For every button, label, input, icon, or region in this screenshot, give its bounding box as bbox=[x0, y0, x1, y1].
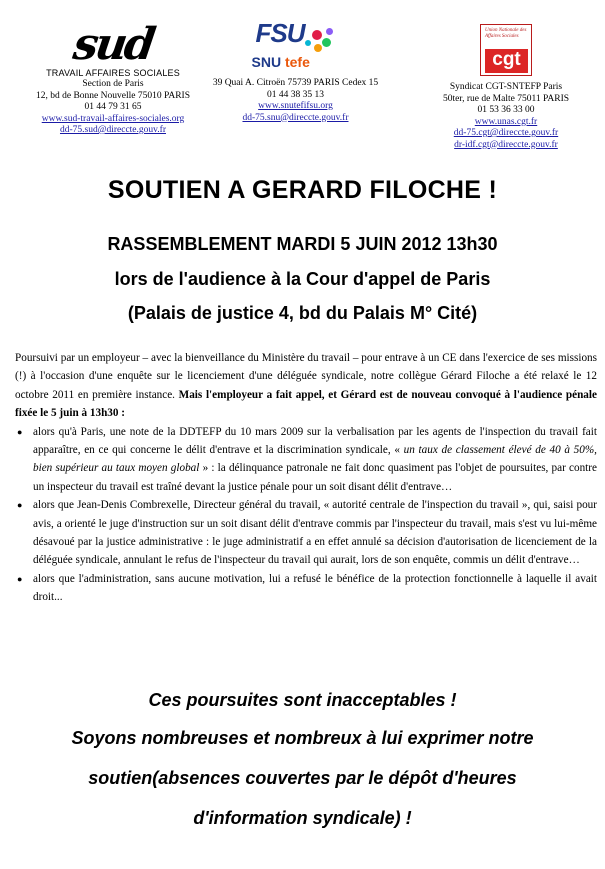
event-venue-line: lors de l'audience à la Cour d'appel de Paris bbox=[114, 269, 491, 289]
closing-line: d'information syndicale) ! bbox=[193, 808, 412, 828]
bullet-text: alors que l'administration, sans aucune motivation, lui a refusé le bénéfice de la protection fonctionnelle à laquelle il avait droit... bbox=[33, 572, 597, 604]
snu-logo-text bbox=[251, 54, 310, 70]
sud-email-link[interactable]: dd-75.sud@direccte.gouv.fr bbox=[59, 125, 166, 135]
page-title: SOUTIEN A GERARD FILOCHE ! bbox=[107, 176, 498, 204]
cgt-phone: 01 53 36 33 00 bbox=[477, 105, 535, 115]
cgt-email-link[interactable]: dd-75.cgt@direccte.gouv.fr bbox=[453, 128, 559, 138]
fsu-logo bbox=[250, 18, 342, 74]
list-item bbox=[15, 496, 597, 570]
cgt-union-header bbox=[408, 24, 604, 151]
sud-phone: 01 44 79 31 65 bbox=[84, 102, 142, 112]
fsu-website-link[interactable]: www.snutefifsu.org bbox=[258, 101, 333, 111]
body-text bbox=[15, 349, 597, 607]
sud-section: Section de Paris bbox=[82, 79, 144, 89]
cgt-logo-text: cgt bbox=[485, 49, 528, 73]
closing-line: Ces poursuites sont inacceptables ! bbox=[148, 690, 457, 710]
cgt-region-email-link[interactable]: dr-idf.cgt@direccte.gouv.fr bbox=[454, 139, 558, 150]
bullet-text: alors que Jean-Denis Combrexelle, Directeur général du travail, « autorité centrale de l'inspection du travail », qui, saisi pour avis, a orienté le juge d'instruction sur un soit disant délit d'entrave commis par l'inspecteur du travail, mais s'est vu lui-même désavoué par la justice administrative : le juge administratif a en effet annulé sa décision d'autorisation de licenciement de la déléguée syndicale, annulant le refus de l'inspecteur du travail qui aurait, lors de son enquête, commis un délit d'entrave… bbox=[33, 499, 597, 567]
cgt-name: Syndicat CGT-SNTEFP Paris bbox=[449, 82, 563, 92]
event-address-line: (Palais de justice 4, bd du Palais M° Cité) bbox=[127, 303, 478, 323]
cgt-website-link[interactable]: www.unas.cgt.fr bbox=[474, 116, 538, 127]
bullet-quote: un taux de classement élevé de 40 à 50%, bien supérieur au taux moyen global bbox=[33, 444, 597, 475]
bullet-text: alors qu'à Paris, une note de la DDTEFP du 10 mars 2009 sur la verbalisation par les agents de l'inspection du travail fait apparaître, en ce qui concerne le délit d'entrave et la discrimination syndicale, « bbox=[33, 425, 597, 457]
fsu-logo-dot bbox=[305, 40, 311, 46]
fsu-logo-dot bbox=[312, 30, 322, 40]
snu-text: SNU bbox=[251, 54, 285, 70]
intro-paragraph bbox=[15, 349, 597, 423]
cgt-logo bbox=[480, 24, 532, 76]
fsu-logo-text: FSU bbox=[255, 18, 305, 48]
sud-address: 12, bd de Bonne Nouvelle 75010 PARIS bbox=[35, 90, 191, 101]
closing-line: soutien(absences couvertes par le dépôt d'heures bbox=[88, 768, 517, 788]
intro-bold-text: Mais l'employeur a fait appel, et Gérard est de nouveau convoqué à l'audience pénale fixée le 5 juin à 13h30 : bbox=[15, 388, 597, 420]
bullet-list bbox=[15, 423, 597, 607]
sud-name: TRAVAIL AFFAIRES SOCIALES bbox=[46, 68, 180, 78]
bullet-icon: ● bbox=[17, 573, 23, 584]
fsu-union-header bbox=[208, 18, 383, 124]
fsu-address: 39 Quai A. Citroën 75739 PARIS Cedex 15 bbox=[212, 78, 379, 88]
cgt-logo-caption: Union Nationale des Affaires Sociales bbox=[485, 28, 527, 39]
sud-website-link[interactable]: www.sud-travail-affaires-sociales.org bbox=[41, 113, 185, 124]
event-date-line: RASSEMBLEMENT MARDI 5 JUIN 2012 13h30 bbox=[107, 234, 498, 254]
closing-line: Soyons nombreuses et nombreux à lui exprimer notre bbox=[71, 728, 534, 748]
fsu-logo-dot bbox=[322, 38, 331, 47]
sud-logo: sud bbox=[70, 19, 156, 70]
fsu-logo-dot bbox=[326, 28, 333, 35]
bullet-icon: ● bbox=[17, 426, 23, 437]
bullet-icon: ● bbox=[17, 500, 23, 511]
sud-union-header bbox=[18, 19, 208, 137]
fsu-logo-dot bbox=[314, 44, 322, 52]
list-item bbox=[15, 570, 597, 607]
intro-text: Poursuivi par un employeur – avec la bienveillance du Ministère du travail – pour entrave à un CE dans l'exercice de ses missions (!) à l'occasion d'une enquête sur le licenciement d'une déléguée syndicale, notre collègue Gérard Filoche a été relaxé le 12 octobre 2011 en première instance. bbox=[15, 352, 597, 401]
tefe-text: tefe bbox=[284, 54, 310, 70]
list-item bbox=[15, 423, 597, 497]
fsu-phone: 01 44 38 35 13 bbox=[267, 89, 324, 100]
fsu-email-link[interactable]: dd-75.snu@direccte.gouv.fr bbox=[242, 112, 349, 123]
bullet-text-cont: » : la délinquance patronale ne fait donc quasiment pas l'objet de poursuites, par contre un inspecteur du travail est traîné devant la justice pénale pour un soit disant délit d'entrave… bbox=[33, 462, 597, 493]
cgt-address: 50ter, rue de Malte 75011 PARIS bbox=[442, 93, 570, 104]
